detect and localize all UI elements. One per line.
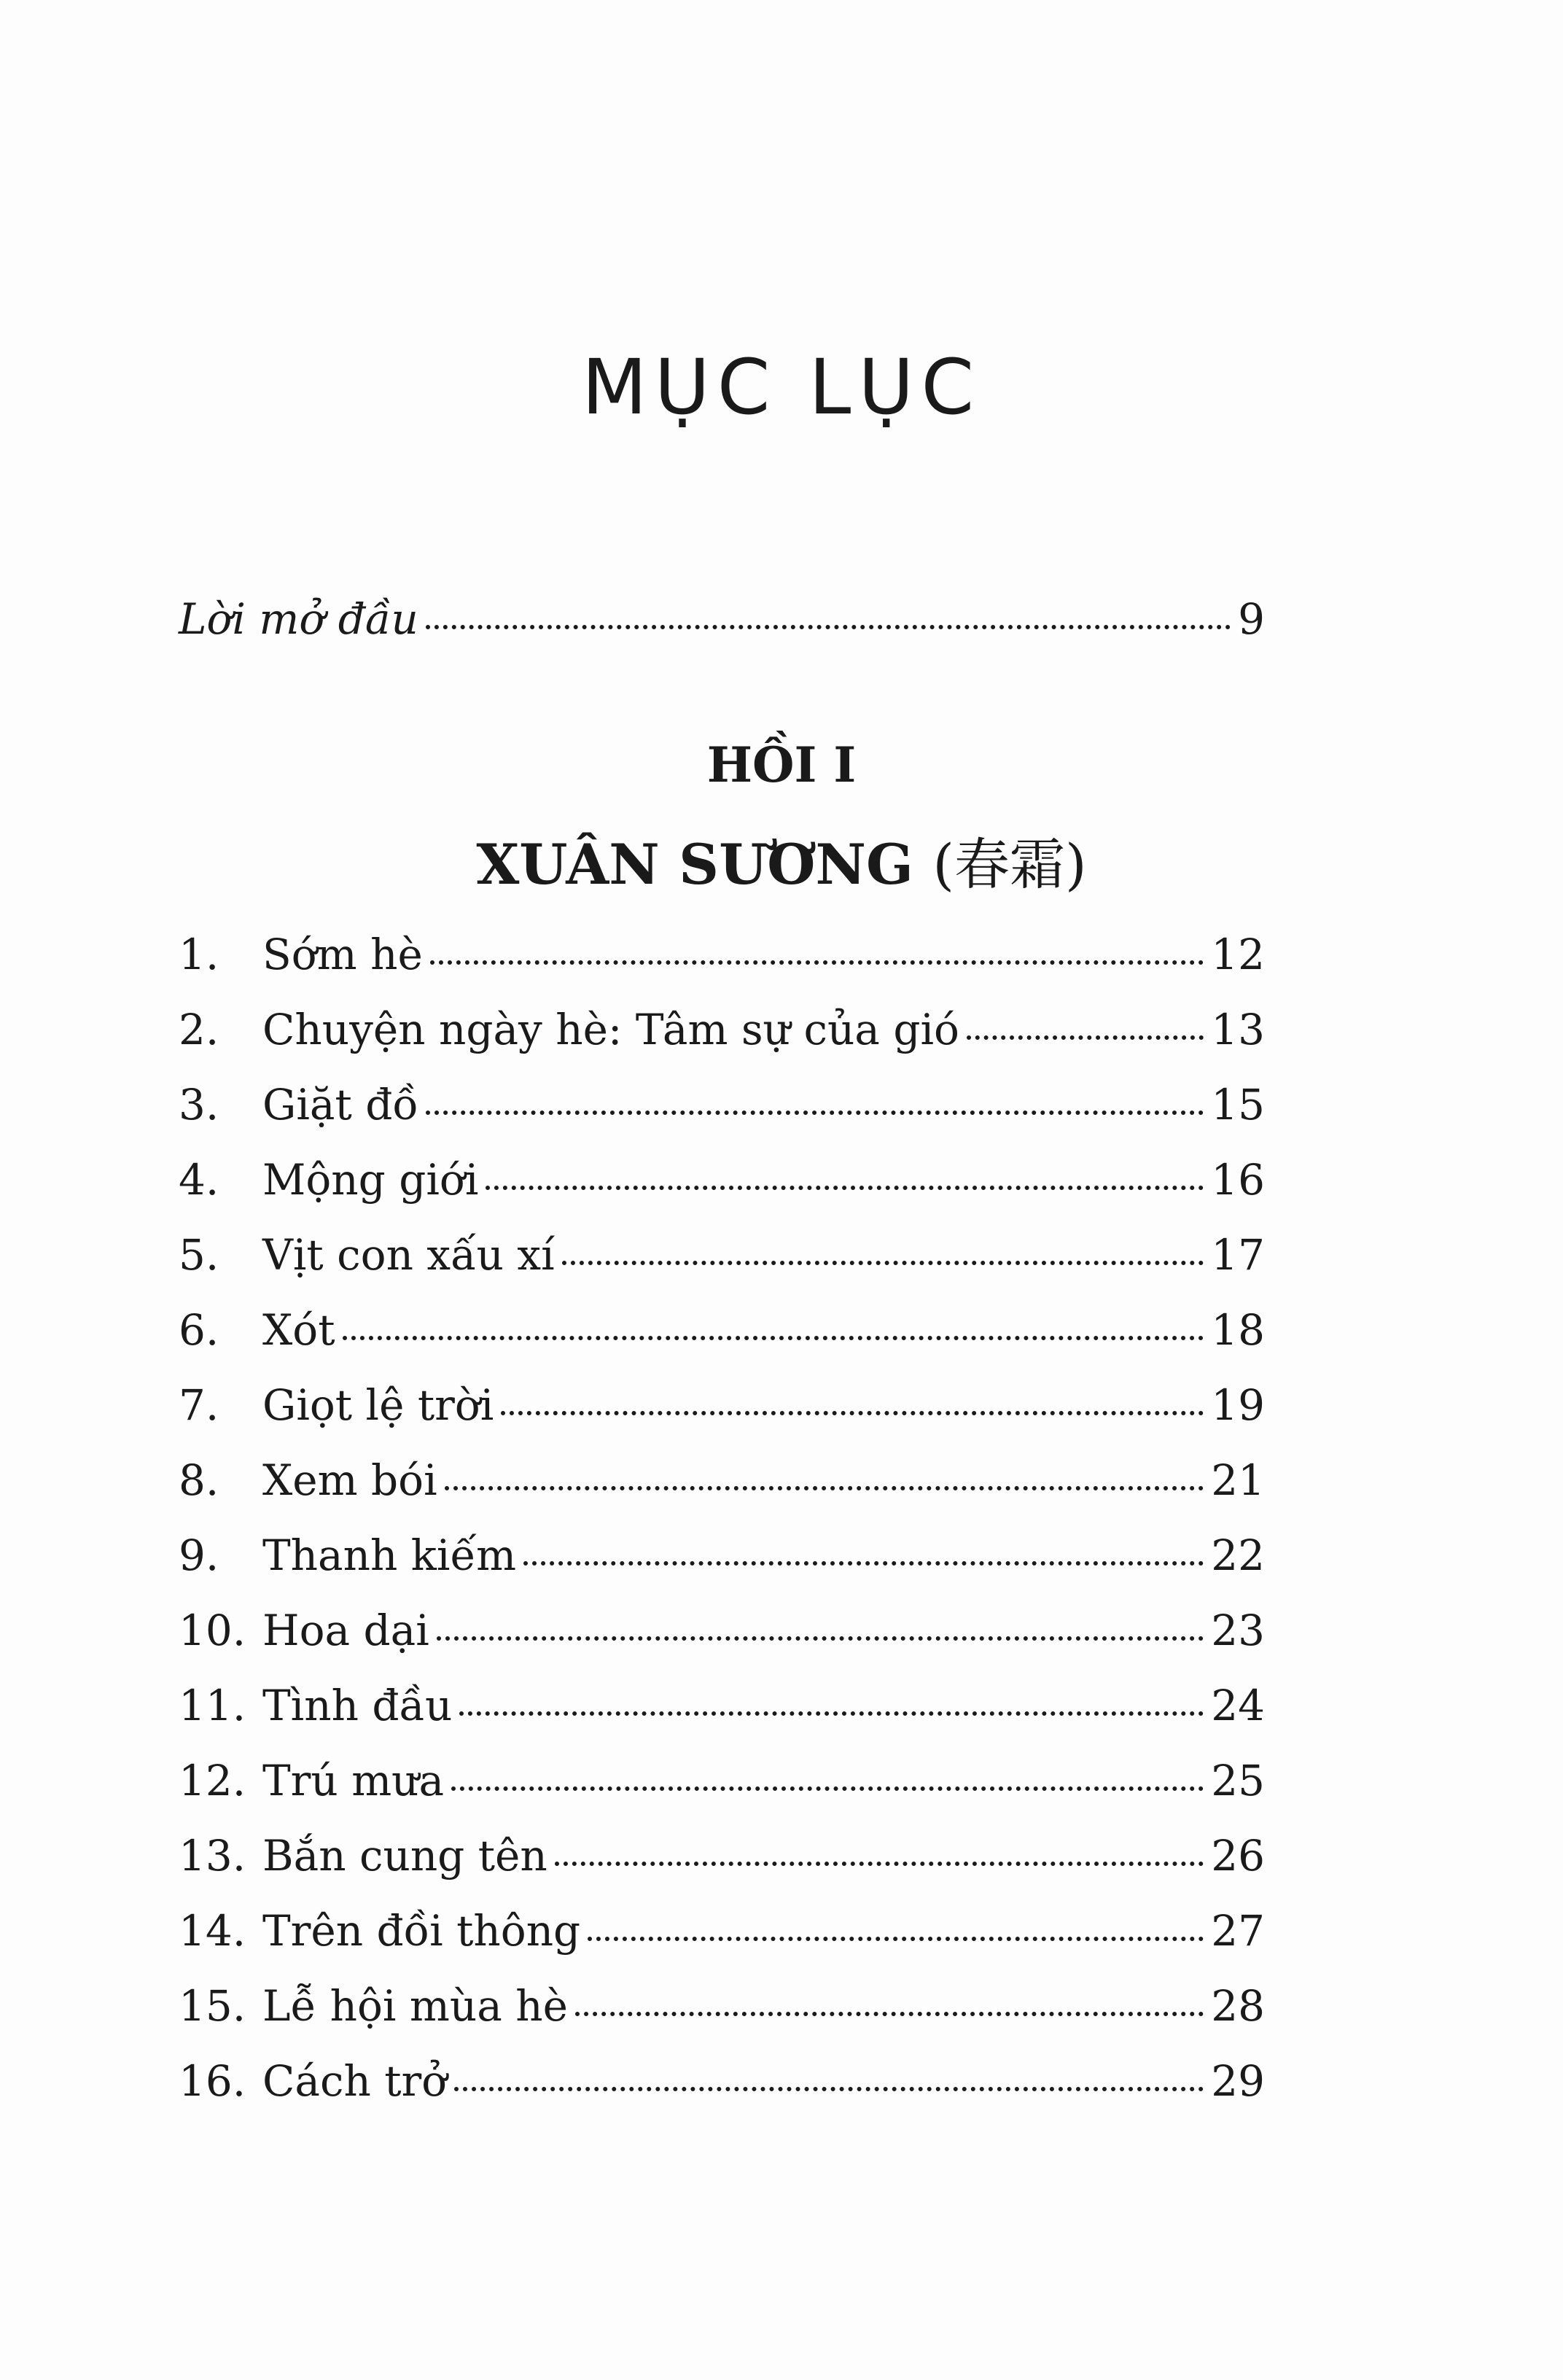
toc-entry-row — [179, 1305, 1265, 1355]
toc-entry-row — [179, 1230, 1265, 1280]
entry-label: Sớm hè — [262, 930, 423, 979]
toc-intro-row — [179, 594, 1265, 644]
dot-leader — [445, 1486, 1204, 1490]
entry-page-number: 19 — [1211, 1380, 1265, 1430]
entry-page-number: 29 — [1211, 2056, 1265, 2106]
entry-label: Tình đầu — [262, 1681, 453, 1730]
entry-number: 7. — [179, 1380, 219, 1430]
dot-leader — [562, 1261, 1204, 1265]
entry-page-number: 18 — [1211, 1305, 1265, 1355]
entry-page-number: 28 — [1211, 1981, 1265, 2031]
entry-page-number: 22 — [1211, 1531, 1265, 1580]
toc-entry-row — [179, 1455, 1265, 1505]
intro-page-number: 9 — [1238, 594, 1265, 644]
dot-leader — [575, 2012, 1204, 2016]
toc-entry-row — [179, 1080, 1265, 1129]
entry-page-number: 27 — [1211, 1906, 1265, 1956]
dot-leader — [967, 1035, 1204, 1040]
toc-entry-row — [179, 1155, 1265, 1205]
entry-number: 11. — [179, 1681, 246, 1730]
entry-number: 12. — [179, 1756, 246, 1805]
entry-label: Giọt lệ trời — [262, 1380, 494, 1430]
entry-page-number: 21 — [1211, 1455, 1265, 1505]
dot-leader — [454, 2087, 1204, 2091]
toc-entry-row — [179, 1681, 1265, 1730]
toc-entry-row — [179, 1005, 1265, 1054]
entry-label: Chuyện ngày hè: Tâm sự của gió — [262, 1005, 959, 1054]
dot-leader — [437, 1636, 1204, 1641]
entry-number: 1. — [179, 930, 219, 979]
entry-page-number: 23 — [1211, 1606, 1265, 1655]
entry-label: Mộng giới — [262, 1155, 479, 1205]
entry-label: Giặt đồ — [262, 1080, 418, 1129]
entry-label: Lễ hội mùa hè — [262, 1981, 568, 2031]
toc-entry-row — [179, 1831, 1265, 1881]
entry-number: 2. — [179, 1005, 219, 1054]
entry-label: Vịt con xấu xí — [262, 1230, 555, 1280]
entry-number: 9. — [179, 1531, 219, 1580]
dot-leader — [459, 1711, 1204, 1716]
dot-leader — [486, 1186, 1204, 1190]
entry-label: Trú mưa — [262, 1756, 445, 1805]
entry-number: 10. — [179, 1606, 246, 1655]
entry-label: Xem bói — [262, 1455, 437, 1505]
toc-entry-row — [179, 930, 1265, 979]
entry-page-number: 25 — [1211, 1756, 1265, 1805]
entry-number: 14. — [179, 1906, 246, 1956]
toc-entry-row — [179, 1380, 1265, 1430]
entry-page-number: 26 — [1211, 1831, 1265, 1881]
entry-page-number: 12 — [1211, 930, 1265, 979]
intro-label: Lời mở đầu — [179, 594, 418, 644]
entry-page-number: 13 — [1211, 1005, 1265, 1054]
section-title-text: XUÂN SƯƠNG — [476, 832, 913, 897]
toc-entry-row — [179, 1606, 1265, 1655]
toc-entry-row — [179, 1906, 1265, 1956]
entry-number: 6. — [179, 1305, 219, 1355]
toc-entry-row — [179, 2056, 1265, 2106]
dot-leader — [588, 1937, 1204, 1941]
section-title-cjk: (春霜) — [932, 832, 1087, 897]
entry-label: Trên đồi thông — [262, 1906, 581, 1956]
toc-entry-row — [179, 1756, 1265, 1805]
dot-leader — [426, 625, 1231, 629]
dot-leader — [451, 1786, 1204, 1791]
dot-leader — [501, 1411, 1204, 1415]
entry-page-number: 17 — [1211, 1230, 1265, 1280]
entry-number: 5. — [179, 1230, 219, 1280]
entry-label: Hoa dại — [262, 1606, 429, 1655]
entry-number: 4. — [179, 1155, 219, 1205]
entry-page-number: 15 — [1211, 1080, 1265, 1129]
entry-label: Bắn cung tên — [262, 1831, 547, 1881]
entry-number: 15. — [179, 1981, 246, 2031]
entry-number: 8. — [179, 1455, 219, 1505]
dot-leader — [555, 1862, 1204, 1866]
toc-entry-row — [179, 1981, 1265, 2031]
entry-number: 16. — [179, 2056, 246, 2106]
toc-entry-row — [179, 1531, 1265, 1580]
dot-leader — [343, 1336, 1204, 1340]
entry-page-number: 16 — [1211, 1155, 1265, 1205]
entry-label: Thanh kiếm — [262, 1531, 517, 1580]
dot-leader — [523, 1561, 1204, 1566]
entry-label: Cách trở — [262, 2056, 448, 2106]
entry-number: 13. — [179, 1831, 246, 1881]
page-title: MỤC LỤC — [581, 343, 982, 432]
section-title — [0, 820, 1563, 900]
section-number: HỒI I — [706, 736, 857, 793]
dot-leader — [430, 960, 1204, 965]
dot-leader — [426, 1111, 1204, 1115]
entry-page-number: 24 — [1211, 1681, 1265, 1730]
entry-number: 3. — [179, 1080, 219, 1129]
entry-label: Xót — [262, 1305, 335, 1355]
